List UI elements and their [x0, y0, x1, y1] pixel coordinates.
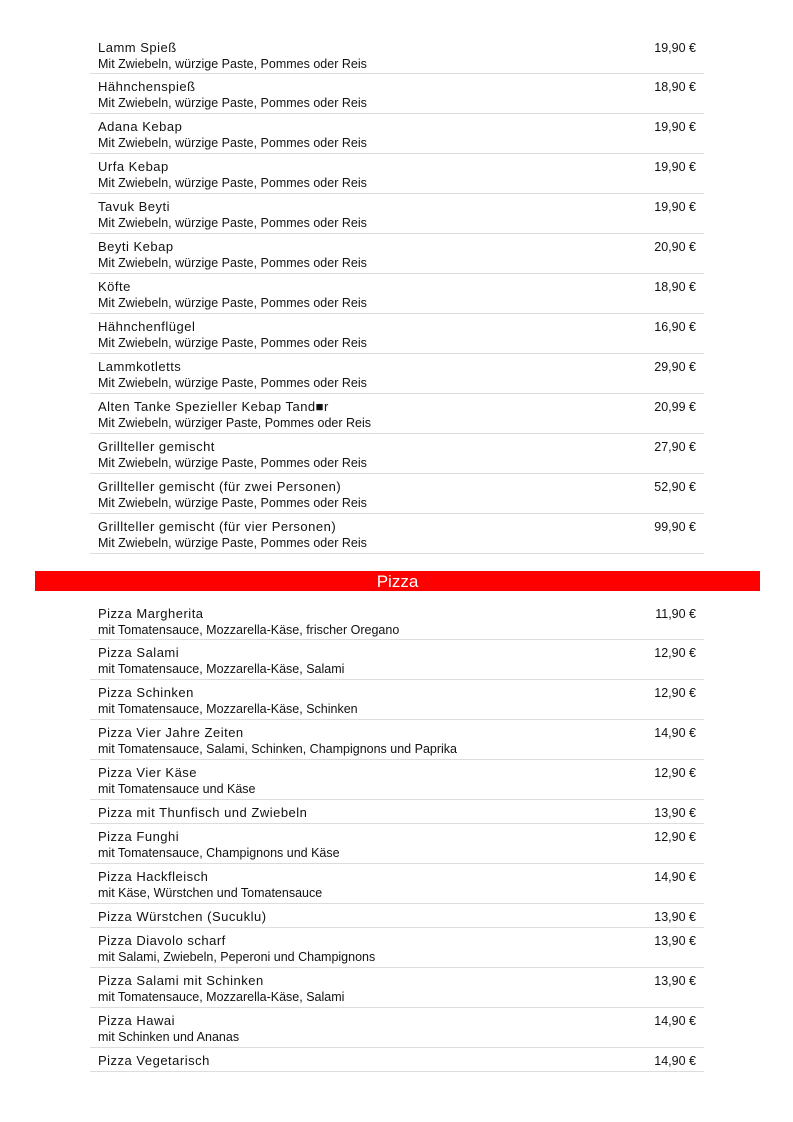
menu-item-text [98, 359, 367, 392]
menu-item [90, 354, 704, 394]
menu-item-text [98, 319, 367, 352]
menu-item-text [98, 279, 367, 312]
menu-item-name: Tavuk Beyti [98, 199, 170, 214]
menu-item-name: Pizza Vier Jahre Zeiten [98, 725, 244, 740]
menu-item [90, 640, 704, 680]
menu-item [90, 1008, 704, 1048]
menu-item [90, 760, 704, 800]
menu-item-price: 27,90 € [654, 440, 696, 454]
menu-item-name: Hähnchenflügel [98, 319, 196, 334]
menu-item [90, 154, 704, 194]
menu-item-text [98, 119, 367, 152]
menu-item [90, 314, 704, 354]
section-banner-pizza: Pizza [35, 571, 760, 591]
menu-item-description: mit Tomatensauce, Mozzarella-Käse, Salami [98, 662, 345, 676]
menu-item-price: 20,99 € [654, 400, 696, 414]
menu-item-text [98, 829, 340, 862]
menu-item-text [98, 159, 367, 192]
menu-item-price: 19,90 € [654, 160, 696, 174]
menu-item-description: mit Schinken und Ananas [98, 1030, 240, 1044]
menu-item-text [98, 199, 367, 232]
menu-item-text [98, 933, 375, 966]
menu-item-description: Mit Zwiebeln, würziger Paste, Pommes oder Reis [98, 416, 372, 430]
menu-item-description: mit Tomatensauce, Mozzarella-Käse, Schinken [98, 702, 358, 716]
menu-item-text [98, 399, 371, 432]
menu-item-price: 13,90 € [654, 974, 696, 988]
menu-item-name: Köfte [98, 279, 131, 294]
menu-item-price: 16,90 € [654, 320, 696, 334]
menu-item-price: 18,90 € [654, 80, 696, 94]
menu-item-description: Mit Zwiebeln, würzige Paste, Pommes oder Reis [98, 216, 367, 230]
menu-item-price: 12,90 € [654, 686, 696, 700]
menu-item-description: mit Tomatensauce, Mozzarella-Käse, frischer Oregano [98, 623, 400, 637]
menu-item-name: Lamm Spieß [98, 40, 177, 55]
menu-item-description: mit Tomatensauce, Salami, Schinken, Champignons und Paprika [98, 742, 457, 756]
menu-item-description: mit Tomatensauce, Mozzarella-Käse, Salami [98, 990, 345, 1004]
menu-item-name: Pizza Vegetarisch [98, 1053, 210, 1068]
menu-item-description: Mit Zwiebeln, würzige Paste, Pommes oder Reis [98, 536, 367, 550]
menu-item-text [98, 79, 367, 112]
menu-item-name: Pizza mit Thunfisch und Zwiebeln [98, 805, 308, 820]
menu-item-text [98, 645, 344, 678]
menu-item-name: Pizza Schinken [98, 685, 194, 700]
menu-item-price: 12,90 € [654, 646, 696, 660]
menu-item-description: mit Tomatensauce, Champignons und Käse [98, 846, 340, 860]
menu-item-price: 13,90 € [654, 806, 696, 820]
menu-item [90, 434, 704, 474]
menu-item-name: Lammkotletts [98, 359, 182, 374]
menu-item-price: 14,90 € [654, 726, 696, 740]
menu-item [90, 928, 704, 968]
menu-item-price: 19,90 € [654, 41, 696, 55]
menu-item-text [98, 685, 358, 718]
menu-item-price: 13,90 € [654, 934, 696, 948]
menu-item-description: Mit Zwiebeln, würzige Paste, Pommes oder Reis [98, 456, 367, 470]
menu-item [90, 600, 704, 640]
menu-item-description: Mit Zwiebeln, würzige Paste, Pommes oder Reis [98, 57, 367, 71]
grill-menu-list [90, 34, 704, 554]
menu-item [90, 514, 704, 554]
menu-item [90, 74, 704, 114]
menu-item-name: Grillteller gemischt [98, 439, 215, 454]
menu-item-text [98, 725, 457, 758]
menu-item-price: 19,90 € [654, 200, 696, 214]
menu-item-name: Pizza Würstchen (Sucuklu) [98, 909, 267, 924]
menu-item-text [98, 973, 344, 1006]
menu-item-name: Pizza Salami mit Schinken [98, 973, 264, 988]
menu-item-name: Pizza Margherita [98, 606, 204, 621]
menu-item-description: Mit Zwiebeln, würzige Paste, Pommes oder Reis [98, 296, 367, 310]
menu-item-text [98, 909, 267, 926]
menu-item [90, 800, 704, 824]
menu-item-price: 99,90 € [654, 520, 696, 534]
menu-item-description: mit Tomatensauce und Käse [98, 782, 256, 796]
menu-item-description: Mit Zwiebeln, würzige Paste, Pommes oder Reis [98, 256, 367, 270]
menu-item-name: Pizza Hackfleisch [98, 869, 209, 884]
menu-item-description: Mit Zwiebeln, würzige Paste, Pommes oder Reis [98, 176, 367, 190]
menu-item-price: 52,90 € [654, 480, 696, 494]
menu-item-price: 11,90 € [655, 607, 696, 621]
menu-item [90, 234, 704, 274]
menu-item-text [98, 519, 367, 552]
menu-item-price: 19,90 € [654, 120, 696, 134]
menu-item-price: 18,90 € [654, 280, 696, 294]
menu-item-text [98, 1013, 239, 1046]
menu-item-name: Pizza Vier Käse [98, 765, 198, 780]
menu-item-price: 14,90 € [654, 1014, 696, 1028]
menu-item-price: 29,90 € [654, 360, 696, 374]
menu-item [90, 864, 704, 904]
menu-item-description: Mit Zwiebeln, würzige Paste, Pommes oder Reis [98, 96, 367, 110]
menu-item-price: 20,90 € [654, 240, 696, 254]
menu-item [90, 474, 704, 514]
menu-item [90, 34, 704, 74]
menu-item-text [98, 1053, 210, 1070]
menu-item [90, 824, 704, 864]
menu-item-text [98, 439, 367, 472]
menu-item [90, 114, 704, 154]
menu-item [90, 904, 704, 928]
menu-item [90, 274, 704, 314]
menu-item-price: 14,90 € [654, 870, 696, 884]
menu-item-text [98, 869, 322, 902]
menu-item [90, 1048, 704, 1072]
menu-item-price: 12,90 € [654, 830, 696, 844]
menu-item-text [98, 40, 367, 72]
menu-item [90, 194, 704, 234]
menu-item-name: Alten Tanke Spezieller Kebap Tand■r [98, 399, 329, 414]
menu-item-name: Hähnchenspieß [98, 79, 196, 94]
menu-item-name: Pizza Salami [98, 645, 180, 660]
menu-item-name: Beyti Kebap [98, 239, 174, 254]
menu-item-description: mit Salami, Zwiebeln, Peperoni und Champignons [98, 950, 376, 964]
menu-item [90, 394, 704, 434]
menu-item-text [98, 479, 367, 512]
menu-item-description: mit Käse, Würstchen und Tomatensauce [98, 886, 323, 900]
menu-item-name: Urfa Kebap [98, 159, 169, 174]
menu-item-text [98, 606, 399, 638]
menu-item-description: Mit Zwiebeln, würzige Paste, Pommes oder Reis [98, 336, 367, 350]
menu-item-name: Pizza Diavolo scharf [98, 933, 226, 948]
menu-item-text [98, 239, 367, 272]
menu-item-text [98, 805, 307, 822]
menu-item-description: Mit Zwiebeln, würzige Paste, Pommes oder Reis [98, 136, 367, 150]
menu-item-price: 13,90 € [654, 910, 696, 924]
menu-item [90, 720, 704, 760]
menu-item [90, 968, 704, 1008]
menu-item-name: Grillteller gemischt (für vier Personen) [98, 519, 337, 534]
menu-item-price: 12,90 € [654, 766, 696, 780]
menu-item-name: Grillteller gemischt (für zwei Personen) [98, 479, 342, 494]
menu-item-name: Pizza Funghi [98, 829, 180, 844]
menu-item-description: Mit Zwiebeln, würzige Paste, Pommes oder Reis [98, 496, 367, 510]
menu-item-name: Adana Kebap [98, 119, 183, 134]
menu-item-text [98, 765, 256, 798]
menu-item-price: 14,90 € [654, 1054, 696, 1068]
menu-item-description: Mit Zwiebeln, würzige Paste, Pommes oder Reis [98, 376, 367, 390]
menu-item [90, 680, 704, 720]
menu-item-name: Pizza Hawai [98, 1013, 176, 1028]
pizza-menu-list [90, 600, 704, 1072]
